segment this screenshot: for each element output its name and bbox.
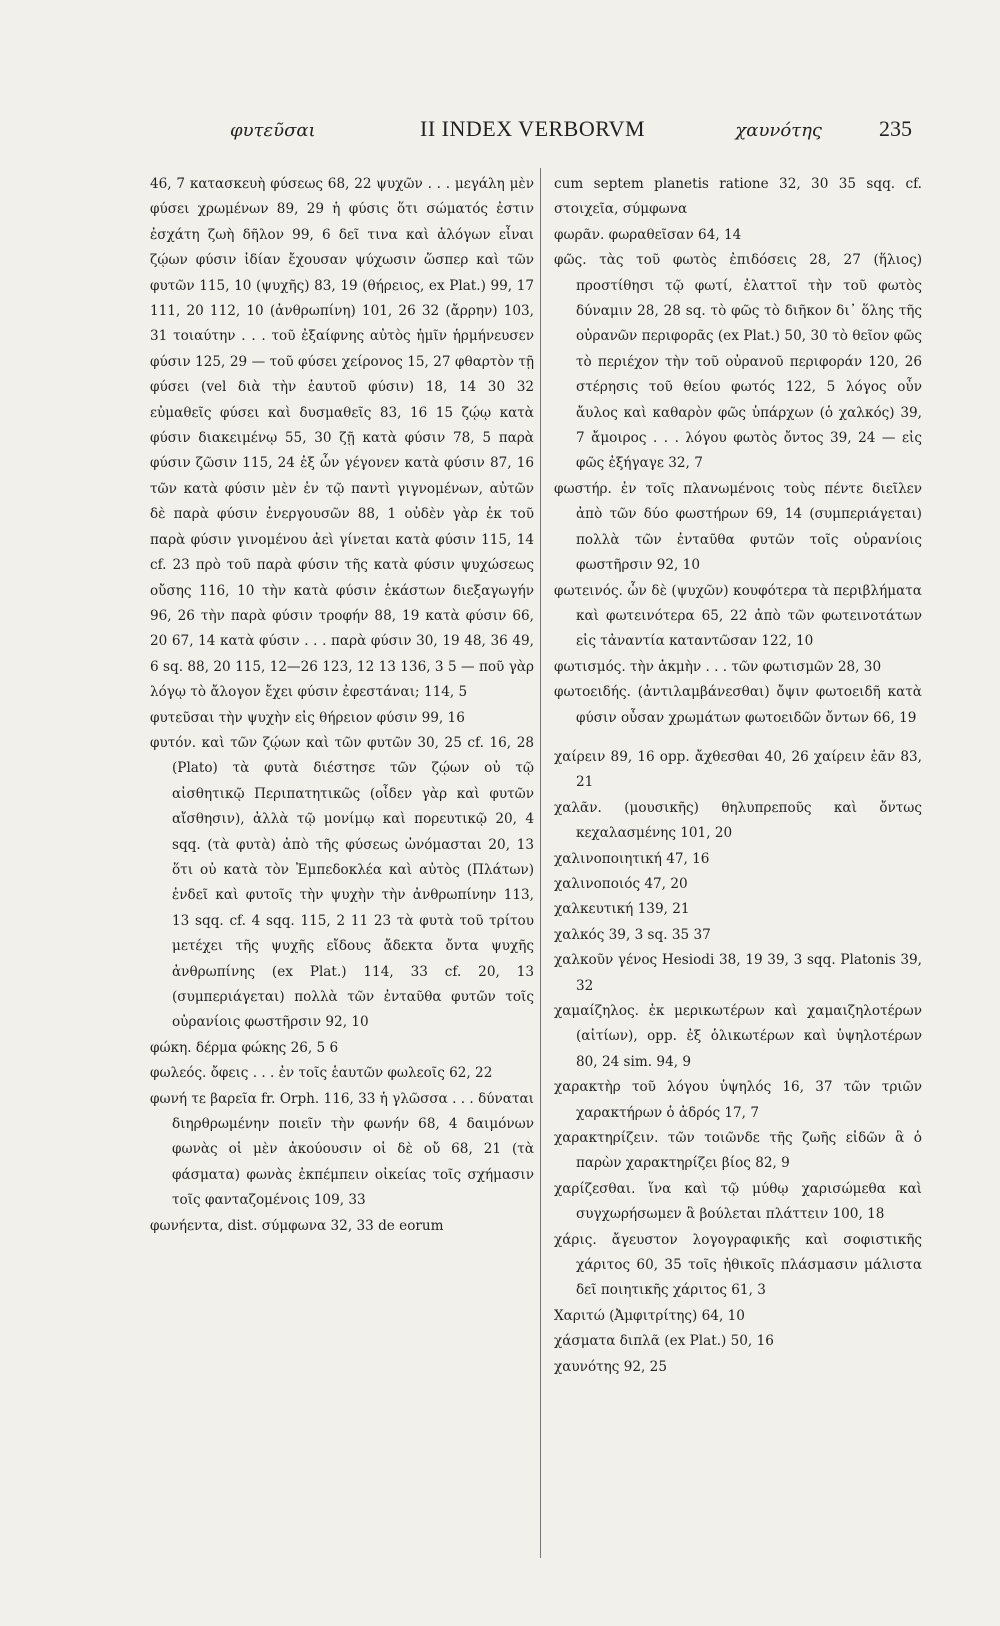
index-entry: χάρις. ἄγευστον λογογραφικῆς καὶ σοφιστικῆς χάριτος 60, 35 τοῖς ἠθικοῖς πλάσμασιν μάλιστα δεῖ ποιητικῆς χάριτος 61, 3 (554, 1231, 922, 1299)
index-entry: χαλκευτική 139, 21 (554, 901, 690, 918)
index-entry: χαλινοποιητική 47, 16 (554, 850, 710, 867)
index-entry: χάσματα διπλᾶ (ex Plat.) 50, 16 (554, 1333, 774, 1350)
spacer (554, 731, 922, 745)
page-number: 235 (879, 116, 912, 141)
index-entry: φωνή τε βαρεῖα fr. Orph. 116, 33 ἡ γλῶσσα . . . δύναται διηρθρωμένην ποιεῖν τὴν φωνήν 68, 4 δαιμόνων φωνὰς οἱ μὲν ἀκούουσιν οἱ δὲ οὔ 68, 21 (τὰ φάσματα) φωνὰς ἐκπέμπειν οἰκείας τοῖς σχήμασιν τοῖς φανταζομένοις 109, 33 (150, 1090, 534, 1209)
column-divider (540, 168, 541, 1558)
index-entry: φωρᾶν. φωραθεῖσαν 64, 14 (554, 226, 742, 243)
index-entry: χαλινοποιός 47, 20 (554, 875, 688, 892)
index-entry: φωλεός. ὄφεις . . . ἐν τοῖς ἑαυτῶν φωλεοῖς 62, 22 (150, 1065, 493, 1082)
index-entry: cum septem planetis ratione 32, 30 35 sqq. cf. στοιχεῖα, σύμφωνα (554, 176, 922, 218)
index-entry: φυτόν. καὶ τῶν ζῴων καὶ τῶν φυτῶν 30, 25 cf. 16, 28 (Plato) τὰ φυτὰ διέστησε τῶν ζῴων οὐ τῷ αἰσθητικῷ Περιπατητικῶς (οἶδεν γὰρ καὶ φυτῶν αἴσθησιν), ἀλλὰ τῷ μονίμῳ καὶ πορευτικῷ 20, 4 sqq. (τὰ φυτὰ) ἀπὸ τῆς φύσεως ὠνόμασται 20, 13 ὅτι οὐ κατὰ τὸν Ἐμπεδοκλέα καὶ αὐτὸς (Πλάτων) ἐνδεῖ καὶ φυτοῖς τὴν ψυχὴν τὴν ἀνθρωπίνην 113, 13 sqq. cf. 4 sqq. 115, 2 11 23 τὰ φυτὰ τοῦ τρίτου μετέχει τῆς ψυχῆς εἴδους ἄδεκτα ὄντα ψυχῆς ἀνθρωπίνης (ex Plat.) 114, 33 cf. 20, 13 (συμπεριάγεται) πολλὰ τῶν ἐνταῦθα φυτῶν τοῖς οὐρανίοις φωστῆρσιν 92, 10 (150, 734, 534, 1031)
index-entry: φῶς. τὰς τοῦ φωτὸς ἐπιδόσεις 28, 27 (ἥλιος) προστίθησι τῷ φωτί, ἐλαττοῖ τὴν τοῦ φωτὸς δύναμιν 28, 28 sq. τὸ φῶς τὸ διῆκον δι᾽ ὅλης τῆς οὐρανῶν περιφορᾶς (ex Plat.) 50, 30 τὸ θεῖον φῶς τὸ περιέχον τὴν τοῦ οὐρανοῦ περιφοράν 120, 26 στέρησις τοῦ θείου φωτός 122, 5 λόγος οὖν ἄυλος καὶ καθαρὸν φῶς ὑπάρχων (ὁ χαλκός) 39, 7 ἄμοιρος . . . λόγου φωτὸς ὄντος 39, 24 — εἰς φῶς ἐξήγαγε 32, 7 (554, 252, 922, 472)
header-first-lemma: φυτεῦσαι (230, 120, 316, 141)
left-column (150, 172, 534, 1592)
index-entry: Χαριτώ (Ἀμφιτρίτης) 64, 10 (554, 1307, 745, 1324)
index-entry: χαυνότης 92, 25 (554, 1358, 667, 1375)
header-last-lemma: χαυνότης (735, 120, 822, 141)
running-header (120, 116, 912, 150)
index-entry: φωτοειδής. (ἀντιλαμβάνεσθαι) ὄψιν φωτοειδῆ κατὰ φύσιν οὖσαν χρωμάτων φωτοειδῶν ὄντων 66, 19 (554, 684, 922, 726)
index-entry: χαλκός 39, 3 sq. 35 37 (554, 926, 711, 943)
index-entry: φωνήεντα, dist. σύμφωνα 32, 33 de eorum (150, 1217, 444, 1234)
index-entry: χαρακτὴρ τοῦ λόγου ὑψηλός 16, 37 τῶν τριῶν χαρακτήρων ὁ ἁδρός 17, 7 (554, 1079, 922, 1121)
index-entry: 46, 7 κατασκευὴ φύσεως 68, 22 ψυχῶν . . . μεγάλη μὲν φύσει χρωμένων 89, 29 ἡ φύσις ὅτι σώματός ἐστιν ἐσχάτη ζωὴ δῆλον 99, 6 δεῖ τινα καὶ ἀλόγων εἶναι ζῴων φύσιν ἰδίαν ἔχουσαν ψύχωσιν ὥσπερ καὶ τῶν φυτῶν 115, 10 (ψυχῆς) 83, 19 (θήρειος, ex Plat.) 99, 17 111, 20 112, 10 (ἀνθρωπίνη) 101, 26 32 (ἄρρην) 103, 31 τοιαύτην . . . τοῦ ἐξαίφνης αὐτὸς ἡμῖν ἡρμήνευσεν φύσιν 125, 29 — τοῦ φύσει χείρονος 15, 27 φθαρτὸν τῇ φύσει (vel διὰ τὴν ἑαυτοῦ φύσιν) 18, 14 30 32 εὐμαθεῖς φύσει καὶ δυσμαθεῖς 83, 16 15 ζῴῳ κατὰ φύσιν διακειμένῳ 55, 30 ζῇ κατὰ φύσιν 78, 5 παρὰ φύσιν ζῶσιν 115, 24 ἐξ ὧν γέγονεν κατὰ φύσιν 87, 16 τῶν κατὰ φύσιν μὲν ἐν τῷ παντὶ γιγνομένων, αὐτῶν δὲ παρὰ φύσιν ἐνεργουσῶν 88, 1 οὐδὲν γὰρ ἐκ τοῦ παρὰ φύσιν γινομένου ἀεὶ γίνεται κατὰ φύσιν 115, 14 cf. 23 πρὸ τοῦ παρὰ φύσιν τῆς κατὰ φύσιν ψυχώσεως οὔσης 116, 10 τὴν κατὰ φύσιν ἑκάστων διεξαγωγήν 96, 26 τὴν παρὰ φύσιν τροφήν 88, 19 κατὰ φύσιν 66, 20 67, 14 κατὰ φύσιν . . . παρὰ φύσιν 30, 19 48, 36 49, 6 sq. 88, 20 115, 12—26 123, 12 13 136, 3 5 — ποῦ γὰρ λόγῳ τὸ ἄλογον ἔχει φύσιν ἐφεστάναι; 114, 5 (150, 176, 534, 701)
index-entry: χαμαίζηλος. ἐκ μερικωτέρων καὶ χαμαιζηλοτέρων (αἰτίων), opp. ἐξ ὁλικωτέρων καὶ ὑψηλοτέρων 80, 24 sim. 94, 9 (554, 1003, 922, 1070)
index-entry: φυτεῦσαι τὴν ψυχὴν εἰς θήρειον φύσιν 99, 16 (150, 709, 465, 726)
index-entry: φωστήρ. ἐν τοῖς πλανωμένοις τοὺς πέντε διεῖλεν ἀπὸ τῶν δύο φωστήρων 69, 14 (συμπεριάγεται) πολλὰ τῶν ἐνταῦθα φυτῶν τοῖς οὐρανίοις φωστῆρσιν 92, 10 (554, 480, 922, 574)
right-column (554, 172, 922, 1592)
header-title: II INDEX VERBORVM (420, 116, 646, 141)
index-entry: χαρίζεσθαι. ἵνα καὶ τῷ μύθῳ χαρισώμεθα καὶ συγχωρήσωμεν ἃ βούλεται πλάττειν 100, 18 (554, 1180, 922, 1223)
index-entry: χαλκοῦν γένος Hesiodi 38, 19 39, 3 sqq. Platonis 39, 32 (554, 952, 922, 994)
index-entry: χαρακτηρίζειν. τῶν τοιῶνδε τῆς ζωῆς εἰδῶν ἃ ὁ παρὼν χαρακτηρίζει βίος 82, 9 (554, 1130, 922, 1172)
index-entry: φώκη. δέρμα φώκης 26, 5 6 (150, 1039, 339, 1056)
index-entry: χαίρειν 89, 16 opp. ἄχθεσθαι 40, 26 χαίρειν ἐᾶν 83, 21 (554, 748, 922, 791)
index-entry: φωτεινός. ὧν δὲ (ψυχῶν) κουφότερα τὰ περιβλήματα καὶ φωτεινότερα 65, 22 ἀπὸ τῶν φωτεινοτάτων εἰς τἀναντία καταντῶσαν 122, 10 (554, 582, 922, 650)
index-entry: φωτισμός. τὴν ἀκμὴν . . . τῶν φωτισμῶν 28, 30 (554, 658, 882, 675)
index-entry: χαλᾶν. (μουσικῆς) θηλυπρεποῦς καὶ ὄντως κεχαλασμένης 101, 20 (554, 799, 922, 842)
